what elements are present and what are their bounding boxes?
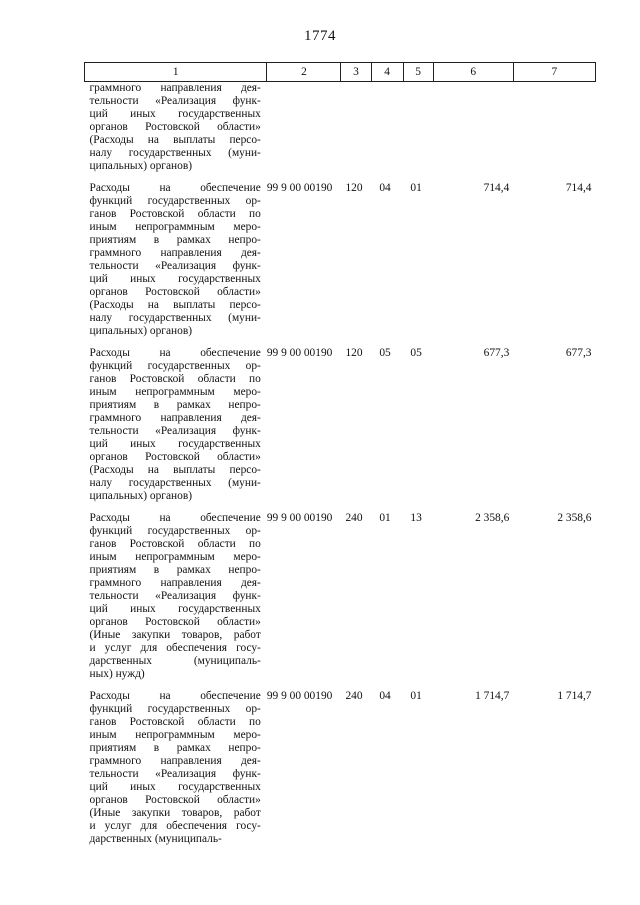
row-code: 99 9 00 00190 — [266, 690, 333, 702]
description-line: приятиям в рамках непро- — [89, 564, 261, 576]
description-line: ций иных государственных — [89, 273, 261, 285]
description-line: функций государственных ор- — [89, 703, 261, 715]
description-line: ных) нужд) — [89, 668, 145, 680]
row-col5: 13 — [410, 512, 422, 524]
description-line: функций государственных ор- — [89, 525, 261, 537]
row-description — [85, 347, 267, 503]
description-line: налу государственных (муни- — [89, 477, 261, 489]
description-line: и услуг для обеспечения госу- — [89, 820, 261, 832]
description-line: граммного направления дея- — [89, 247, 261, 259]
description-line: граммного направления дея- — [89, 755, 261, 767]
description-line: органов Ростовской области» — [89, 451, 261, 463]
description-line: приятиям в рамках непро- — [89, 399, 261, 411]
row-col5: 01 — [410, 182, 422, 194]
row-col3: 240 — [345, 690, 363, 702]
row-col3: 120 — [345, 347, 363, 359]
description-line: ганов Ростовской области по — [89, 208, 261, 220]
table-body — [85, 82, 596, 847]
description-line: налу государственных (муни- — [89, 312, 261, 324]
description-line: Расходы на обеспечение — [89, 182, 261, 194]
row-amount-col7: 1 714,7 — [557, 690, 592, 702]
description-line: иным непрограммным меро- — [89, 729, 261, 741]
header-col-4: 4 — [371, 63, 403, 82]
description-line: ганов Ростовской области по — [89, 538, 261, 550]
row-spacer — [85, 173, 596, 182]
description-line: иным непрограммным меро- — [89, 551, 261, 563]
row-amount-col6: 2 358,6 — [475, 512, 510, 524]
description-line: (Расходы на выплаты персо- — [89, 299, 261, 311]
description-line: ципальных) органов) — [89, 160, 192, 172]
description-line: налу государственных (муни- — [89, 147, 261, 159]
description-line: тельности «Реализация функ- — [89, 768, 261, 780]
description-line: функций государственных ор- — [89, 195, 261, 207]
row-description — [85, 182, 267, 338]
header-col-2: 2 — [267, 63, 341, 82]
row-code: 99 9 00 00190 — [266, 512, 333, 524]
row-amount-col7: 2 358,6 — [557, 512, 592, 524]
description-line: ций иных государственных — [89, 603, 261, 615]
description-line: тельности «Реализация функ- — [89, 425, 261, 437]
row-description — [85, 690, 267, 846]
table-row — [85, 512, 596, 681]
page-number: 1774 — [304, 28, 336, 44]
description-line: ций иных государственных — [89, 438, 261, 450]
description-line: органов Ростовской области» — [89, 121, 261, 133]
description-line: и услуг для обеспечения госу- — [89, 642, 261, 654]
description-line: ций иных государственных — [89, 781, 261, 793]
row-spacer — [85, 503, 596, 512]
header-col-7: 7 — [513, 63, 595, 82]
row-amount-col6: 714,4 — [483, 182, 510, 194]
description-line: ципальных) органов) — [89, 490, 192, 502]
description-line: дарственных (муниципаль- — [89, 655, 261, 667]
description-line: Расходы на обеспечение — [89, 512, 261, 524]
table-row-continuation — [85, 82, 596, 174]
description-line: Расходы на обеспечение — [89, 690, 261, 702]
row-spacer — [85, 681, 596, 690]
description-line: тельности «Реализация функ- — [89, 260, 261, 272]
description-line: (Иные закупки товаров, работ — [89, 807, 261, 819]
row-code: 99 9 00 00190 — [266, 347, 333, 359]
description-line: ганов Ростовской области по — [89, 373, 261, 385]
row-amount-col6: 677,3 — [483, 347, 510, 359]
table-row — [85, 347, 596, 503]
row-description — [85, 82, 267, 174]
description-line: иным непрограммным меро- — [89, 386, 261, 398]
description-line: граммного направления дея- — [89, 412, 261, 424]
description-line: Расходы на обеспечение — [89, 347, 261, 359]
row-description — [85, 512, 267, 681]
table-row — [85, 690, 596, 846]
description-line: ганов Ростовской области по — [89, 716, 261, 728]
table-row — [85, 182, 596, 338]
description-line: ций иных государственных — [89, 108, 261, 120]
description-line: тельности «Реализация функ- — [89, 590, 261, 602]
description-line: функций государственных ор- — [89, 360, 261, 372]
description-line: органов Ростовской области» — [89, 616, 261, 628]
row-amount-col7: 677,3 — [565, 347, 592, 359]
row-spacer — [85, 338, 596, 347]
table-header — [85, 63, 596, 82]
description-line: иным непрограммным меро- — [89, 221, 261, 233]
description-line: (Расходы на выплаты персо- — [89, 134, 261, 146]
row-code: 99 9 00 00190 — [266, 182, 333, 194]
row-amount-col7: 714,4 — [565, 182, 592, 194]
description-line: приятиям в рамках непро- — [89, 234, 261, 246]
description-line: (Расходы на выплаты персо- — [89, 464, 261, 476]
row-amount-col6: 1 714,7 — [475, 690, 510, 702]
header-col-1: 1 — [85, 63, 267, 82]
budget-table — [84, 62, 596, 846]
row-col3: 240 — [345, 512, 363, 524]
row-col5: 05 — [410, 347, 422, 359]
header-col-3: 3 — [341, 63, 371, 82]
header-col-6: 6 — [433, 63, 513, 82]
description-line: приятиям в рамках непро- — [89, 742, 261, 754]
row-col3: 120 — [345, 182, 363, 194]
row-col4: 05 — [379, 347, 391, 359]
description-line: органов Ростовской области» — [89, 794, 261, 806]
description-line: дарственных (муниципаль- — [89, 833, 222, 845]
header-col-5: 5 — [403, 63, 433, 82]
description-line: органов Ростовской области» — [89, 286, 261, 298]
row-col4: 01 — [379, 512, 391, 524]
description-line: граммного направления дея- — [89, 82, 261, 94]
description-line: тельности «Реализация функ- — [89, 95, 261, 107]
row-col4: 04 — [379, 690, 391, 702]
row-col5: 01 — [410, 690, 422, 702]
description-line: граммного направления дея- — [89, 577, 261, 589]
description-line: ципальных) органов) — [89, 325, 192, 337]
description-line: (Иные закупки товаров, работ — [89, 629, 261, 641]
row-col4: 04 — [379, 182, 391, 194]
